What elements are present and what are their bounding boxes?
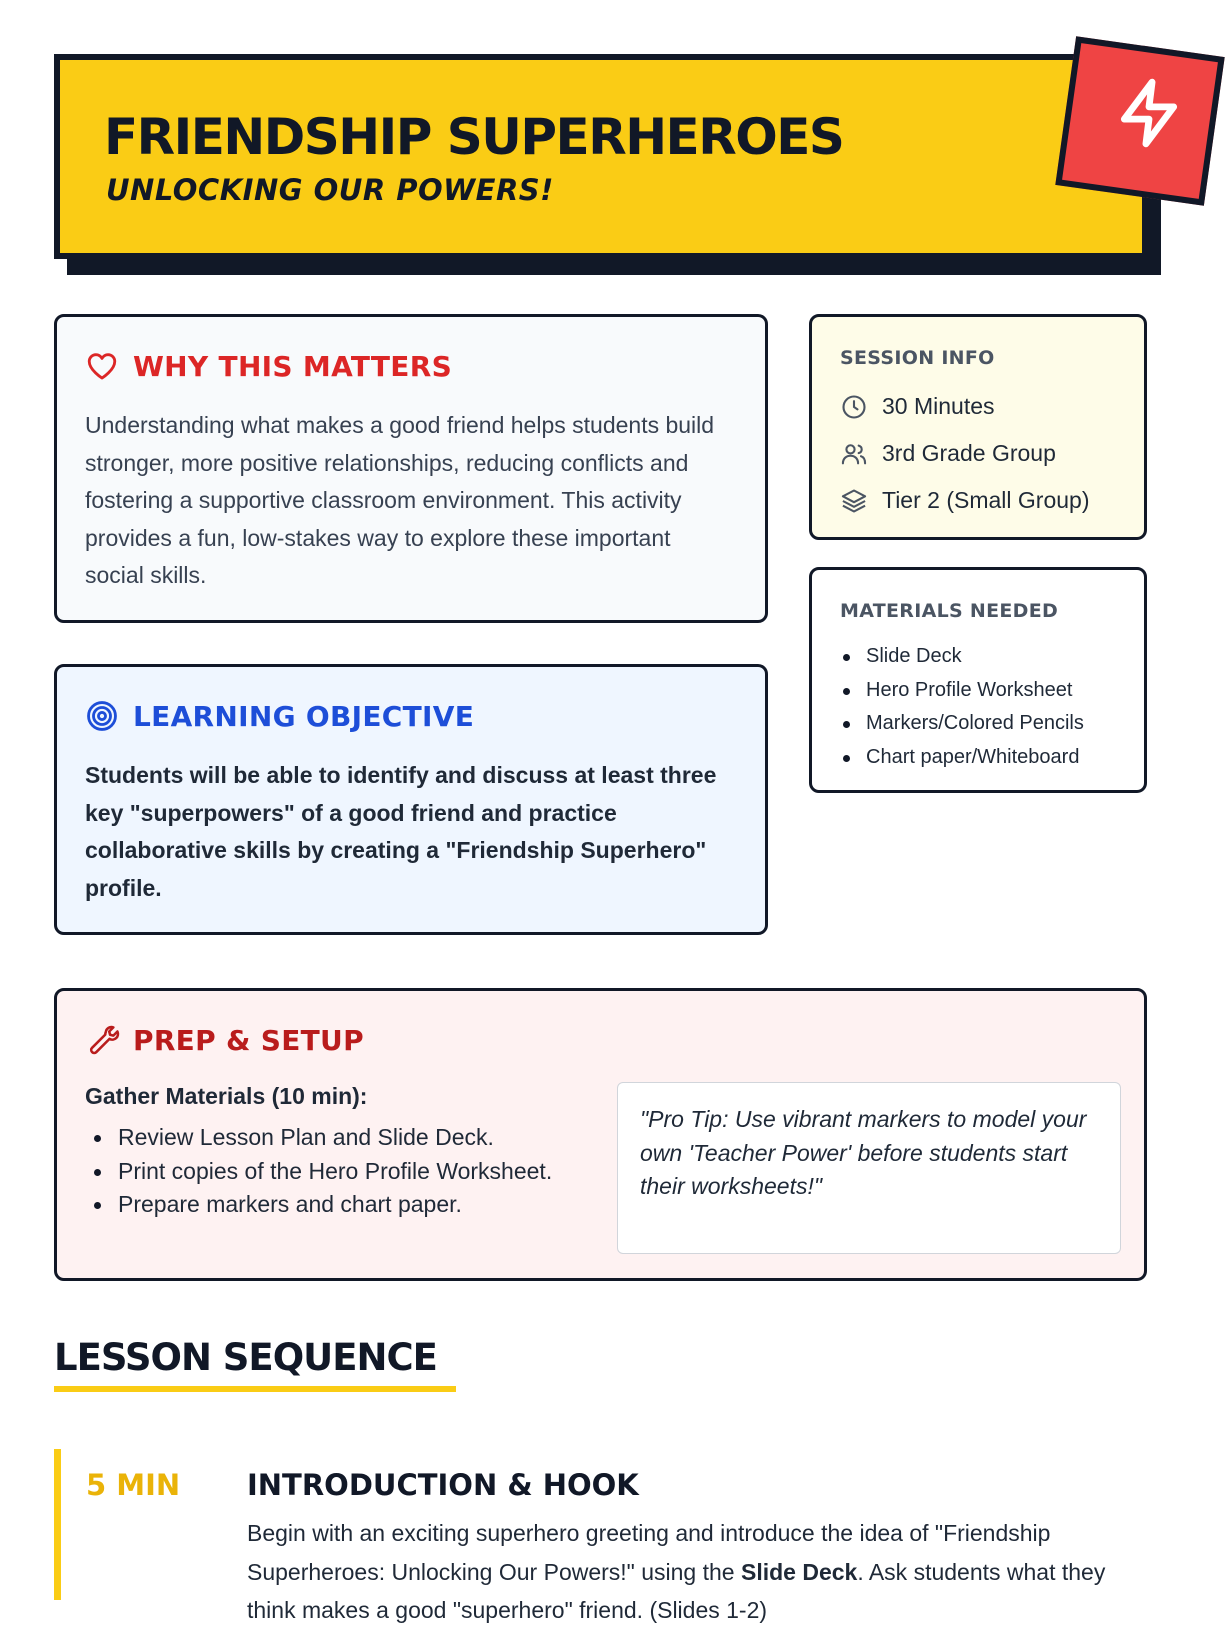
page-title: FRIENDSHIP SUPERHEROES	[104, 108, 844, 166]
list-item: Review Lesson Plan and Slide Deck.	[85, 1121, 555, 1155]
step-description	[247, 1514, 1147, 1630]
page-subtitle: UNLOCKING OUR POWERS!	[106, 173, 554, 207]
step-title: INTRODUCTION & HOOK	[247, 1468, 639, 1502]
learning-objective-card	[54, 664, 768, 935]
list-item: Hero Profile Worksheet	[840, 674, 1084, 708]
clock-icon	[840, 393, 868, 421]
prep-subheading: Gather Materials (10 min):	[85, 1083, 368, 1109]
objective-heading: LEARNING OBJECTIVE	[133, 699, 475, 733]
why-heading-row	[85, 349, 452, 383]
heart-icon	[85, 349, 119, 383]
session-grade-label: 3rd Grade Group	[882, 440, 1056, 466]
prep-heading: PREP & SETUP	[133, 1023, 364, 1057]
step-desc-after: . Ask students what they think makes a good "superhero" friend. (Slides 1-2)	[247, 1558, 1106, 1623]
list-item: Markers/Colored Pencils	[840, 707, 1084, 741]
session-info-list	[840, 383, 1089, 524]
prep-list	[85, 1121, 555, 1222]
layers-icon	[840, 487, 868, 515]
why-this-matters-card	[54, 314, 768, 623]
list-item: Print copies of the Hero Profile Worksheet.	[85, 1155, 555, 1189]
why-body-text: Understanding what makes a good friend helps students build stronger, more positive relationships, reducing conflicts and fostering a supportive classroom environment. This activity provides a fun, low-stakes way to explore these important social skills.	[85, 412, 715, 588]
list-item: Slide Deck	[840, 640, 1084, 674]
session-tier-label: Tier 2 (Small Group)	[882, 487, 1090, 513]
session-duration-label: 30 Minutes	[882, 393, 995, 419]
step-accent-bar	[54, 1449, 61, 1600]
pro-tip-text: "Pro Tip: Use vibrant markers to model your own 'Teacher Power' before students start their worksheets!"	[640, 1106, 1087, 1199]
pro-tip-box	[617, 1082, 1121, 1254]
header-banner	[54, 54, 1148, 259]
step-desc-before: Begin with an exciting superhero greeting and introduce the idea of "Friendship Superheroes: Unlocking Our Powers!" using the	[247, 1520, 1051, 1585]
objective-heading-row	[85, 699, 474, 733]
materials-title: MATERIALS NEEDED	[840, 600, 1059, 622]
materials-list	[840, 640, 1084, 774]
session-duration	[840, 383, 1089, 430]
users-icon	[840, 440, 868, 468]
target-icon	[85, 699, 119, 733]
why-heading: WHY THIS MATTERS	[133, 349, 453, 383]
lightning-bolt-icon	[1112, 76, 1186, 150]
session-info-title: SESSION INFO	[840, 347, 995, 369]
lesson-sequence-title: LESSON SEQUENCE	[54, 1336, 437, 1379]
session-info-card	[809, 314, 1147, 540]
step-desc-bold: Slide Deck	[740, 1558, 858, 1585]
prep-setup-card	[54, 988, 1147, 1281]
lesson-sequence-underline	[54, 1386, 456, 1392]
step-time: 5 MIN	[86, 1468, 181, 1502]
objective-body-text: Students will be able to identify and discuss at least three key "superpowers" of a good friend and practice collaborative skills by creating a "Friendship Superhero" profile.	[85, 762, 717, 901]
list-item: Prepare markers and chart paper.	[85, 1188, 555, 1222]
wrench-icon	[85, 1023, 119, 1057]
prep-heading-row	[85, 1023, 364, 1057]
materials-card	[809, 567, 1147, 793]
session-tier	[840, 477, 1089, 524]
list-item: Chart paper/Whiteboard	[840, 741, 1084, 775]
session-grade	[840, 430, 1089, 477]
